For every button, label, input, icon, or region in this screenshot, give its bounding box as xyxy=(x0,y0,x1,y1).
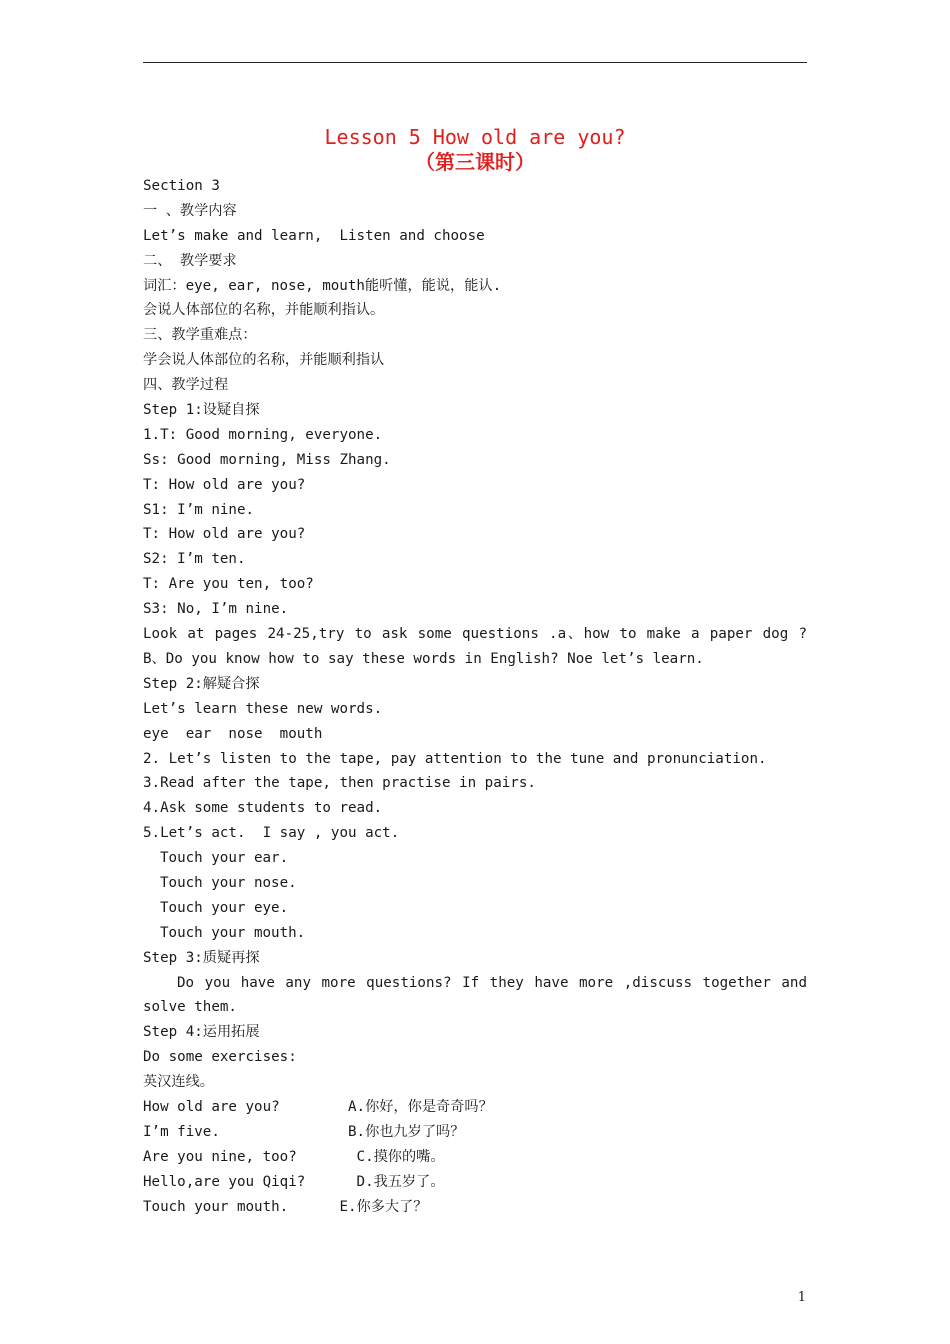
text-line: 4.Ask some students to read. xyxy=(143,800,383,817)
dialogue-line: Ss: Good morning, Miss Zhang. xyxy=(143,451,391,468)
heading-teaching-requirements: 二、 教学要求 xyxy=(143,252,237,269)
step-heading: Step 1:设疑自探 xyxy=(143,402,260,419)
text-line: Look at pages 24-25,try to ask some questions .a、how to make a paper dog ? xyxy=(143,626,807,643)
text-line: 3.Read after the tape, then practise in pairs. xyxy=(143,775,536,792)
dialogue-line: T: How old are you? xyxy=(143,526,306,543)
matching-row: How old are you? A.你好，你是奇奇吗？ xyxy=(143,1098,493,1115)
command-line: Touch your mouth. xyxy=(160,924,306,941)
text-line: Do you have any more questions? If they have more ,discuss together and xyxy=(177,974,807,991)
lesson-title xyxy=(143,124,807,174)
text-line: Do some exercises: xyxy=(143,1049,297,1066)
matching-row: Touch your mouth. E.你多大了？ xyxy=(143,1198,428,1215)
heading-teaching-content: 一 、教学内容 xyxy=(143,202,237,219)
title-chinese: （第三课时） xyxy=(415,150,535,174)
text-line: 词汇：eye, ear, nose, mouth能听懂，能说，能认. xyxy=(143,277,502,294)
page-number: 1 xyxy=(797,1290,806,1305)
dialogue-line: T: How old are you? xyxy=(143,476,306,493)
text-line: B、Do you know how to say these words in English? Noe let’s learn. xyxy=(143,650,704,667)
title-english: Lesson 5 How old are you? xyxy=(324,125,626,149)
command-line: Touch your nose. xyxy=(160,874,297,891)
matching-row: Hello,are you Qiqi? D.我五岁了。 xyxy=(143,1173,445,1190)
heading-teaching-process: 四、教学过程 xyxy=(143,377,229,394)
dialogue-line: S2: I’m ten. xyxy=(143,551,246,568)
text-line: 5.Let’s act. I say , you act. xyxy=(143,825,400,842)
text-line: 2. Let’s listen to the tape, pay attention to the tune and pronunciation. xyxy=(143,750,767,767)
text-line: 学会说人体部位的名称，并能顺利指认 xyxy=(143,352,385,369)
text-line: 会说人体部位的名称，并能顺利指认。 xyxy=(143,302,385,319)
matching-row: I’m five. B.你也九岁了吗？ xyxy=(143,1123,465,1140)
text-line: solve them. xyxy=(143,999,237,1016)
text-line: Let’s make and learn, Listen and choose xyxy=(143,227,485,244)
lesson-content xyxy=(143,174,807,1219)
step-heading: Step 4:运用拓展 xyxy=(143,1024,260,1041)
step-heading: Step 3:质疑再探 xyxy=(143,949,260,966)
section-label: Section 3 xyxy=(143,178,220,194)
header-rule xyxy=(143,62,807,63)
matching-row: Are you nine, too? C.摸你的嘴。 xyxy=(143,1148,445,1165)
step-heading: Step 2:解疑合探 xyxy=(143,675,260,692)
heading-key-points: 三、教学重难点： xyxy=(143,327,257,344)
dialogue-line: S1: I’m nine. xyxy=(143,501,255,518)
vocabulary-line: eye ear nose mouth xyxy=(143,725,323,742)
exercise-heading: 英汉连线。 xyxy=(143,1074,214,1091)
dialogue-line: S3: No, I’m nine. xyxy=(143,601,289,618)
command-line: Touch your ear. xyxy=(160,850,289,867)
dialogue-line: 1.T: Good morning, everyone. xyxy=(143,426,383,443)
command-line: Touch your eye. xyxy=(160,899,289,916)
text-line: Let’s learn these new words. xyxy=(143,700,383,717)
dialogue-line: T: Are you ten, too? xyxy=(143,576,314,593)
